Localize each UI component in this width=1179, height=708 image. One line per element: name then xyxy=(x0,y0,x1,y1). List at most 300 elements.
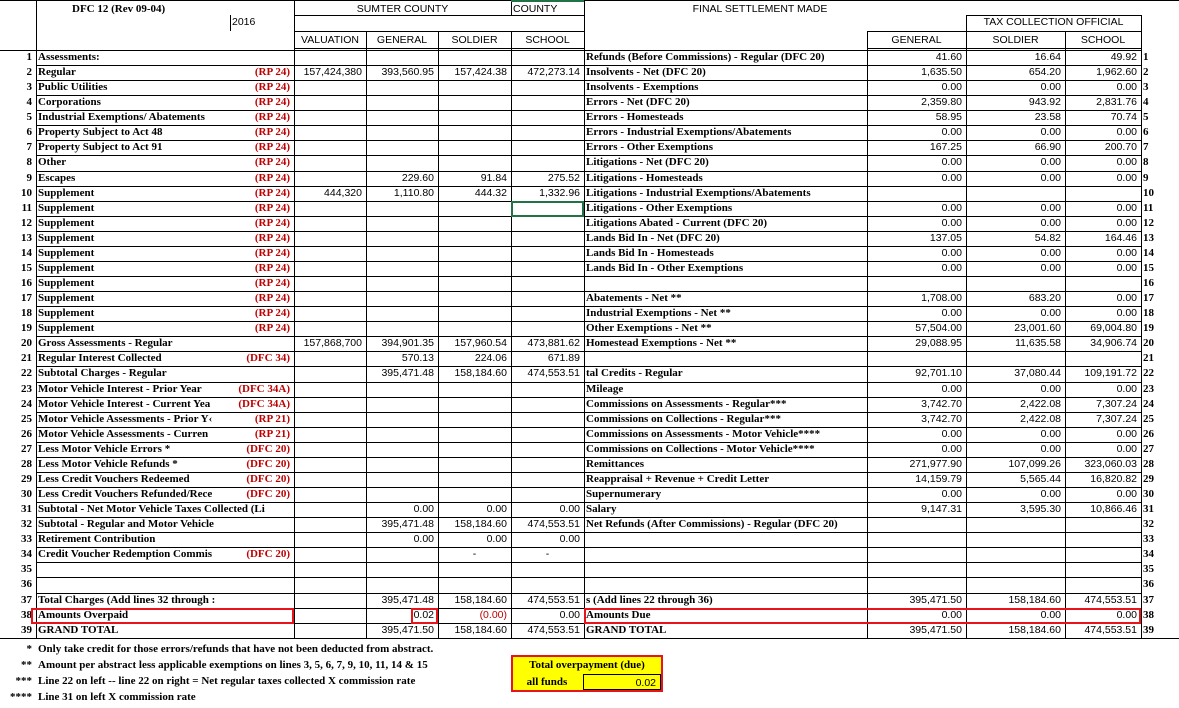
row-21-sol[interactable]: 224.06 xyxy=(474,352,507,365)
row-37-rgen[interactable]: 395,471.50 xyxy=(909,593,962,606)
row-20-gen[interactable]: 394,901.35 xyxy=(381,337,434,350)
row-9-sch[interactable]: 275.52 xyxy=(547,171,580,184)
row-13-sch[interactable] xyxy=(511,231,584,246)
row-7-rgen[interactable]: 167.25 xyxy=(929,141,962,154)
row-8-rsch[interactable]: 0.00 xyxy=(1116,156,1137,169)
row-8-sch[interactable] xyxy=(511,155,584,170)
row-36-gen[interactable] xyxy=(366,577,438,592)
selected-cell[interactable] xyxy=(511,201,584,217)
row-38-gen[interactable]: 0.02 xyxy=(413,608,434,621)
row-31-sch[interactable]: 0.00 xyxy=(559,503,580,516)
row-33-val[interactable] xyxy=(294,532,366,547)
row-36-rn: 36 xyxy=(1143,578,1154,591)
row-1-sol[interactable] xyxy=(438,50,511,65)
row-22-rgen[interactable]: 92,701.10 xyxy=(915,367,962,380)
row-37-gen[interactable]: 395,471.48 xyxy=(381,593,434,606)
row-14-rgen[interactable]: 0.00 xyxy=(941,246,962,259)
row-34-val[interactable] xyxy=(294,547,366,562)
row-27-rsol[interactable]: 0.00 xyxy=(1040,442,1061,455)
row-5-sch[interactable] xyxy=(511,110,584,125)
row-7-rsch[interactable]: 200.70 xyxy=(1104,141,1137,154)
row-38-val[interactable] xyxy=(294,608,366,623)
row-22-sol[interactable]: 158,184.60 xyxy=(454,367,507,380)
row-21-gen[interactable]: 570.13 xyxy=(401,352,434,365)
row-14-sol[interactable] xyxy=(438,246,511,261)
row-13-sol[interactable] xyxy=(438,231,511,246)
row-15-sch[interactable] xyxy=(511,261,584,276)
row-15-rgen[interactable]: 0.00 xyxy=(941,261,962,274)
row-26-label: Motor Vehicle Assessments - Curren xyxy=(38,427,209,440)
row-32-sch[interactable]: 474,553.51 xyxy=(527,518,580,531)
row-38-rsch[interactable]: 0.00 xyxy=(1116,608,1137,621)
row-17-rgen[interactable]: 1,708.00 xyxy=(921,292,962,305)
row-22-sch[interactable]: 474,553.51 xyxy=(527,367,580,380)
row-28-rgen[interactable]: 271,977.90 xyxy=(909,457,962,470)
row-8-rsol[interactable]: 0.00 xyxy=(1040,156,1061,169)
row-22-val[interactable] xyxy=(294,366,366,381)
row-25-rsch[interactable]: 7,307.24 xyxy=(1096,412,1137,425)
row-14-rn: 14 xyxy=(1143,246,1154,259)
row-11-rgen[interactable]: 0.00 xyxy=(941,201,962,214)
row-24-rgen[interactable]: 3,742.70 xyxy=(921,397,962,410)
row-29-rsol[interactable]: 5,565.44 xyxy=(1020,472,1061,485)
row-39-rlabel: GRAND TOTAL xyxy=(586,623,667,636)
row-32-rsol[interactable] xyxy=(966,517,1065,532)
highlight-overpaid-general xyxy=(411,608,438,624)
row-24-sol[interactable] xyxy=(438,397,511,412)
row-8-rgen[interactable]: 0.00 xyxy=(941,156,962,169)
row-34-gen[interactable] xyxy=(366,547,438,562)
row-29-sol[interactable] xyxy=(438,472,511,487)
row-10-rgen[interactable] xyxy=(867,186,966,201)
row-13-rgen[interactable]: 137.05 xyxy=(929,231,962,244)
row-38-sch[interactable]: 0.00 xyxy=(559,608,580,621)
row-35-rgen[interactable] xyxy=(867,562,966,577)
row-6-rsol[interactable]: 0.00 xyxy=(1040,126,1061,139)
row-6-rgen[interactable]: 0.00 xyxy=(941,126,962,139)
row-15-rsch[interactable]: 0.00 xyxy=(1116,261,1137,274)
row-26-rsch[interactable]: 0.00 xyxy=(1116,427,1137,440)
row-6-sch[interactable] xyxy=(511,125,584,140)
row-32-rgen[interactable] xyxy=(867,517,966,532)
row-30-gen[interactable] xyxy=(366,487,438,502)
row-21-rsol[interactable] xyxy=(966,351,1065,366)
row-10-rsch[interactable] xyxy=(1065,186,1141,201)
row-12-gen[interactable] xyxy=(366,216,438,231)
row-20-rgen[interactable]: 29,088.95 xyxy=(915,337,962,350)
row-19-rsol[interactable]: 23,001.60 xyxy=(1014,322,1061,335)
row-17-rsch[interactable]: 0.00 xyxy=(1116,292,1137,305)
row-19-rsch[interactable]: 69,004.80 xyxy=(1090,322,1137,335)
row-37-val[interactable] xyxy=(294,593,366,608)
row-21-val[interactable] xyxy=(294,351,366,366)
row-30-rsol[interactable]: 0.00 xyxy=(1040,488,1061,501)
row-18-rsol[interactable]: 0.00 xyxy=(1040,307,1061,320)
row-3-rgen[interactable]: 0.00 xyxy=(941,81,962,94)
row-12-val[interactable] xyxy=(294,216,366,231)
row-28-rsol[interactable]: 107,099.26 xyxy=(1008,457,1061,470)
row-25-val[interactable] xyxy=(294,412,366,427)
row-36-rsch[interactable] xyxy=(1065,577,1141,592)
row-19-rgen[interactable]: 57,504.00 xyxy=(915,322,962,335)
row-36-sol[interactable] xyxy=(438,577,511,592)
row-39-rsol[interactable]: 158,184.60 xyxy=(1008,623,1061,636)
row-6-rsch[interactable]: 0.00 xyxy=(1116,126,1137,139)
row-5-rsol[interactable]: 23.58 xyxy=(1034,111,1061,124)
row-15-sol[interactable] xyxy=(438,261,511,276)
row-13-rsch[interactable]: 164.46 xyxy=(1104,231,1137,244)
grid-line xyxy=(36,65,294,66)
row-31-val[interactable] xyxy=(294,502,366,517)
row-17-val[interactable] xyxy=(294,291,366,306)
row-21-rsch[interactable] xyxy=(1065,351,1141,366)
row-1-rsch[interactable]: 49.92 xyxy=(1110,51,1137,63)
row-25-sol[interactable] xyxy=(438,412,511,427)
row-18-val[interactable] xyxy=(294,306,366,321)
row-8-val[interactable] xyxy=(294,155,366,170)
row-16-gen[interactable] xyxy=(366,276,438,291)
row-23-val[interactable] xyxy=(294,382,366,397)
row-33-sch[interactable]: 0.00 xyxy=(559,533,580,546)
row-10-sch[interactable]: 1,332.96 xyxy=(539,186,580,199)
row-34-rgen[interactable] xyxy=(867,547,966,562)
row-26-rgen[interactable]: 0.00 xyxy=(941,427,962,440)
row-32-sol[interactable]: 158,184.60 xyxy=(454,518,507,531)
row-11-gen[interactable] xyxy=(366,201,438,216)
row-25-gen[interactable] xyxy=(366,412,438,427)
row-39-sch[interactable]: 474,553.51 xyxy=(527,623,580,636)
row-36-sch[interactable] xyxy=(511,577,584,592)
row-11-sol[interactable] xyxy=(438,201,511,216)
row-24-rsol[interactable]: 2,422.08 xyxy=(1020,397,1061,410)
row-22-rsol[interactable]: 37,080.44 xyxy=(1014,367,1061,380)
row-39-sol[interactable]: 158,184.60 xyxy=(454,623,507,636)
row-28-gen[interactable] xyxy=(366,457,438,472)
row-14-gen[interactable] xyxy=(366,246,438,261)
row-24-val[interactable] xyxy=(294,397,366,412)
row-28-rsch[interactable]: 323,060.03 xyxy=(1084,457,1137,470)
row-23-gen[interactable] xyxy=(366,382,438,397)
row-12-rgen[interactable]: 0.00 xyxy=(941,216,962,229)
row-34-sol[interactable]: - xyxy=(472,548,477,561)
row-5-rgen[interactable]: 58.95 xyxy=(935,111,962,124)
row-21-rgen[interactable] xyxy=(867,351,966,366)
row-2-rsch[interactable]: 1,962.60 xyxy=(1096,66,1137,79)
row-29-gen[interactable] xyxy=(366,472,438,487)
row-21-sch[interactable]: 671.89 xyxy=(547,352,580,365)
row-9-rn: 9 xyxy=(1143,171,1149,184)
row-30-sch[interactable] xyxy=(511,487,584,502)
row-39-gen[interactable]: 395,471.50 xyxy=(381,623,434,636)
row-16-rgen[interactable] xyxy=(867,276,966,291)
row-23-sch[interactable] xyxy=(511,382,584,397)
row-17-gen[interactable] xyxy=(366,291,438,306)
row-6-gen[interactable] xyxy=(366,125,438,140)
row-27-gen[interactable] xyxy=(366,442,438,457)
row-19-gen[interactable] xyxy=(366,321,438,336)
row-13-ref: (RP 24) xyxy=(254,231,290,244)
row-27-rsch[interactable]: 0.00 xyxy=(1116,442,1137,455)
county-label[interactable]: COUNTY xyxy=(513,3,558,15)
row-35-val[interactable] xyxy=(294,562,366,577)
row-5-sol[interactable] xyxy=(438,110,511,125)
row-38-rgen[interactable]: 0.00 xyxy=(941,608,962,621)
row-7-sol[interactable] xyxy=(438,140,511,155)
row-10-rsol[interactable] xyxy=(966,186,1065,201)
row-1-rsol[interactable]: 16.64 xyxy=(1034,51,1061,63)
row-29-rsch[interactable]: 16,820.82 xyxy=(1090,472,1137,485)
row-4-rsol[interactable]: 943.92 xyxy=(1028,96,1061,109)
row-29-rlabel: Reappraisal + Revenue + Credit Letter xyxy=(586,472,770,485)
row-16-sol[interactable] xyxy=(438,276,511,291)
row-26-sch[interactable] xyxy=(511,427,584,442)
row-29-sch[interactable] xyxy=(511,472,584,487)
row-2-sol[interactable]: 157,424.38 xyxy=(454,66,507,79)
row-33-gen[interactable]: 0.00 xyxy=(413,533,434,546)
row-2-rgen[interactable]: 1,635.50 xyxy=(921,66,962,79)
row-16-rsol[interactable] xyxy=(966,276,1065,291)
row-28-sch[interactable] xyxy=(511,457,584,472)
row-38-sol[interactable]: (0.00) xyxy=(479,608,507,621)
row-28-rn: 28 xyxy=(1143,457,1154,470)
row-14-rsol[interactable]: 0.00 xyxy=(1040,246,1061,259)
row-34-rsch[interactable] xyxy=(1065,547,1141,562)
row-20-rsol[interactable]: 11,635.58 xyxy=(1015,337,1061,350)
row-9-gen[interactable]: 229.60 xyxy=(401,171,434,184)
row-10-val[interactable]: 444,320 xyxy=(324,186,362,199)
row-10-gen[interactable]: 1,110.80 xyxy=(393,186,434,199)
row-39-rgen[interactable]: 395,471.50 xyxy=(909,623,962,636)
row-33-rsch[interactable] xyxy=(1065,532,1141,547)
row-27-sol[interactable] xyxy=(438,442,511,457)
row-2-gen[interactable]: 393,560.95 xyxy=(381,66,434,79)
row-35-rsol[interactable] xyxy=(966,562,1065,577)
row-13-val[interactable] xyxy=(294,231,366,246)
row-36-rgen[interactable] xyxy=(867,577,966,592)
row-37-rsch[interactable]: 474,553.51 xyxy=(1084,593,1137,606)
row-1-sch[interactable] xyxy=(511,50,584,65)
row-30-sol[interactable] xyxy=(438,487,511,502)
row-23-rn: 23 xyxy=(1143,382,1154,395)
row-8-sol[interactable] xyxy=(438,155,511,170)
row-23-sol[interactable] xyxy=(438,382,511,397)
row-11-rsch[interactable]: 0.00 xyxy=(1116,201,1137,214)
row-30-rgen[interactable]: 0.00 xyxy=(941,488,962,501)
row-7-rsol[interactable]: 66.90 xyxy=(1034,141,1061,154)
row-8-gen[interactable] xyxy=(366,155,438,170)
row-4-gen[interactable] xyxy=(366,95,438,110)
grid-line xyxy=(36,532,294,533)
row-34-rsol[interactable] xyxy=(966,547,1065,562)
row-4-rgen[interactable]: 2,359.80 xyxy=(921,96,962,109)
row-5-rsch[interactable]: 70.74 xyxy=(1110,111,1137,124)
row-19-val[interactable] xyxy=(294,321,366,336)
row-39-val[interactable] xyxy=(294,623,366,638)
row-33-rgen[interactable] xyxy=(867,532,966,547)
row-18-rsch[interactable]: 0.00 xyxy=(1116,307,1137,320)
row-30-val[interactable] xyxy=(294,487,366,502)
row-7-gen[interactable] xyxy=(366,140,438,155)
row-33-sol[interactable]: 0.00 xyxy=(486,533,507,546)
row-6-val[interactable] xyxy=(294,125,366,140)
row-22-gen[interactable]: 395,471.48 xyxy=(381,367,434,380)
row-29-rgen[interactable]: 14,159.79 xyxy=(915,472,962,485)
row-20-val[interactable]: 157,868,700 xyxy=(303,337,362,350)
row-28-val[interactable] xyxy=(294,457,366,472)
row-2-val[interactable]: 157,424,380 xyxy=(303,66,362,79)
grid-line xyxy=(1141,638,1179,639)
row-1-n: 1 xyxy=(26,51,32,63)
row-12-sch[interactable] xyxy=(511,216,584,231)
row-8-rlabel: Litigations - Net (DFC 20) xyxy=(586,156,709,169)
row-16-sch[interactable] xyxy=(511,276,584,291)
row-12-rsol[interactable]: 0.00 xyxy=(1040,216,1061,229)
row-39-rsch[interactable]: 474,553.51 xyxy=(1084,623,1137,636)
row-30-label: Less Credit Vouchers Refunded/Rece xyxy=(38,488,213,501)
row-35-sch[interactable] xyxy=(511,562,584,577)
row-5-gen[interactable] xyxy=(366,110,438,125)
row-36-val[interactable] xyxy=(294,577,366,592)
row-34-sch[interactable]: - xyxy=(545,548,550,561)
row-6-sol[interactable] xyxy=(438,125,511,140)
row-33-rsol[interactable] xyxy=(966,532,1065,547)
row-24-gen[interactable] xyxy=(366,397,438,412)
row-11-rsol[interactable]: 0.00 xyxy=(1040,201,1061,214)
row-27-sch[interactable] xyxy=(511,442,584,457)
row-19-sch[interactable] xyxy=(511,321,584,336)
row-9-val[interactable] xyxy=(294,171,366,186)
row-32-gen[interactable]: 395,471.48 xyxy=(381,518,434,531)
row-1-val[interactable] xyxy=(294,50,366,65)
row-3-rsol[interactable]: 0.00 xyxy=(1040,81,1061,94)
row-19-sol[interactable] xyxy=(438,321,511,336)
row-35-rsch[interactable] xyxy=(1065,562,1141,577)
row-23-rsol[interactable]: 0.00 xyxy=(1040,382,1061,395)
row-37-sch[interactable]: 474,553.51 xyxy=(527,593,580,606)
row-36-rsol[interactable] xyxy=(966,577,1065,592)
row-18-gen[interactable] xyxy=(366,306,438,321)
row-7-sch[interactable] xyxy=(511,140,584,155)
row-15-val[interactable] xyxy=(294,261,366,276)
row-37-rsol[interactable]: 158,184.60 xyxy=(1008,593,1061,606)
row-14-sch[interactable] xyxy=(511,246,584,261)
row-3-gen[interactable] xyxy=(366,80,438,95)
row-12-rsch[interactable]: 0.00 xyxy=(1116,216,1137,229)
row-23-rgen[interactable]: 0.00 xyxy=(941,382,962,395)
row-10-sol[interactable]: 444.32 xyxy=(474,186,507,199)
grid-line xyxy=(584,246,1141,247)
row-7-val[interactable] xyxy=(294,140,366,155)
row-25-rgen[interactable]: 3,742.70 xyxy=(921,412,962,425)
row-13-gen[interactable] xyxy=(366,231,438,246)
row-4-rsch[interactable]: 2,831.76 xyxy=(1096,96,1137,109)
row-25-rsol[interactable]: 2,422.08 xyxy=(1020,412,1061,425)
grid-line xyxy=(294,577,584,578)
row-26-sol[interactable] xyxy=(438,427,511,442)
row-13-rsol[interactable]: 54.82 xyxy=(1034,231,1061,244)
row-37-sol[interactable]: 158,184.60 xyxy=(454,593,507,606)
row-14-val[interactable] xyxy=(294,246,366,261)
row-31-gen[interactable]: 0.00 xyxy=(413,503,434,516)
row-20-sch[interactable]: 473,881.62 xyxy=(527,337,580,350)
row-22-rsch[interactable]: 109,191.72 xyxy=(1084,367,1137,380)
row-7-rlabel: Errors - Other Exemptions xyxy=(586,141,713,154)
row-16-val[interactable] xyxy=(294,276,366,291)
row-12-sol[interactable] xyxy=(438,216,511,231)
row-15-rsol[interactable]: 0.00 xyxy=(1040,261,1061,274)
row-28-sol[interactable] xyxy=(438,457,511,472)
row-9-rsch[interactable]: 0.00 xyxy=(1116,171,1137,184)
row-26-rsol[interactable]: 0.00 xyxy=(1040,427,1061,440)
row-3-sol[interactable] xyxy=(438,80,511,95)
row-9-rgen[interactable]: 0.00 xyxy=(941,171,962,184)
row-35-gen[interactable] xyxy=(366,562,438,577)
row-29-val[interactable] xyxy=(294,472,366,487)
row-35-sol[interactable] xyxy=(438,562,511,577)
row-1-gen[interactable] xyxy=(366,50,438,65)
row-26-gen[interactable] xyxy=(366,427,438,442)
grid-line xyxy=(294,31,584,32)
row-20-sol[interactable]: 157,960.54 xyxy=(454,337,507,350)
row-2-sch[interactable]: 472,273.14 xyxy=(527,66,580,79)
row-4-val[interactable] xyxy=(294,95,366,110)
row-31-rsch[interactable]: 10,866.46 xyxy=(1090,503,1137,516)
row-17-sol[interactable] xyxy=(438,291,511,306)
row-3-sch[interactable] xyxy=(511,80,584,95)
row-9-rsol[interactable]: 0.00 xyxy=(1040,171,1061,184)
row-17-rsol[interactable]: 683.20 xyxy=(1028,292,1061,305)
total-overpayment-value[interactable]: 0.02 xyxy=(583,674,661,690)
row-11-val[interactable] xyxy=(294,201,366,216)
row-31-n: 31 xyxy=(21,503,32,516)
row-27-rgen[interactable]: 0.00 xyxy=(941,442,962,455)
row-32-rsch[interactable] xyxy=(1065,517,1141,532)
row-1-rgen[interactable]: 41.60 xyxy=(935,51,962,63)
grid-line xyxy=(294,623,584,624)
row-2-rsol[interactable]: 654.20 xyxy=(1028,66,1061,79)
row-18-sch[interactable] xyxy=(511,306,584,321)
row-24-sch[interactable] xyxy=(511,397,584,412)
row-27-val[interactable] xyxy=(294,442,366,457)
row-34-rlabel xyxy=(584,547,867,562)
row-16-rsch[interactable] xyxy=(1065,276,1141,291)
row-24-rsch[interactable]: 7,307.24 xyxy=(1096,397,1137,410)
row-32-val[interactable] xyxy=(294,517,366,532)
row-31-sol[interactable]: 0.00 xyxy=(486,503,507,516)
grid-line xyxy=(584,382,1141,383)
row-15-gen[interactable] xyxy=(366,261,438,276)
row-5-val[interactable] xyxy=(294,110,366,125)
row-31-rgen[interactable]: 9,147.31 xyxy=(921,503,962,516)
row-26-val[interactable] xyxy=(294,427,366,442)
row-38-rsol[interactable]: 0.00 xyxy=(1040,608,1061,621)
row-9-sol[interactable]: 91.84 xyxy=(480,171,507,184)
row-23-rsch[interactable]: 0.00 xyxy=(1116,382,1137,395)
row-4-sch[interactable] xyxy=(511,95,584,110)
year-cell[interactable]: 2016 xyxy=(232,16,256,28)
row-25-sch[interactable] xyxy=(511,412,584,427)
row-18-sol[interactable] xyxy=(438,306,511,321)
row-18-rgen[interactable]: 0.00 xyxy=(941,307,962,320)
row-3-val[interactable] xyxy=(294,80,366,95)
row-30-rsch[interactable]: 0.00 xyxy=(1116,488,1137,501)
row-3-rsch[interactable]: 0.00 xyxy=(1116,81,1137,94)
row-20-rsch[interactable]: 34,906.74 xyxy=(1090,337,1137,350)
row-31-rsol[interactable]: 3,595.30 xyxy=(1020,503,1061,516)
row-4-sol[interactable] xyxy=(438,95,511,110)
row-17-sch[interactable] xyxy=(511,291,584,306)
row-14-rsch[interactable]: 0.00 xyxy=(1116,246,1137,259)
